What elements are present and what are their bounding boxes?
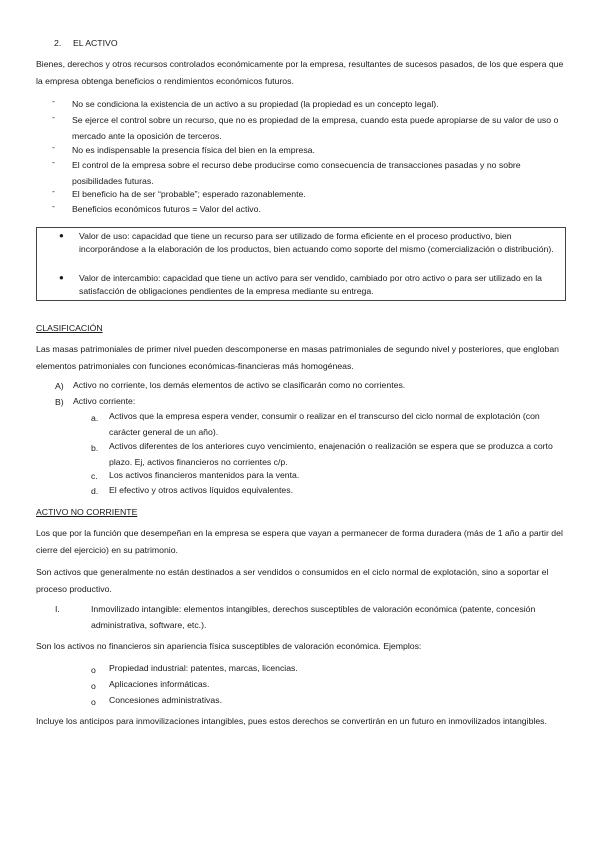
list-item-text: Beneficios económicos futuros = Valor del activo. — [72, 204, 261, 214]
circle-bullet-icon: o — [91, 681, 96, 691]
roman-label: I. — [55, 604, 60, 614]
list-item-text: Se ejerce el control sobre un recurso, que no es propiedad de la empresa, cuando esta puede apropiarse de su valor de uso o mercado ante la oposición de terceros. — [72, 115, 559, 141]
example-item: Propiedad industrial: patentes, marcas, licencias. — [109, 663, 298, 673]
non-current-heading: ACTIVO NO CORRIENTE — [36, 507, 138, 517]
subitem-text: Activos diferentes de los anteriores cuyo vencimiento, enajenación o realización se espera que se produzca a corto plazo. Ej, activos financieros no corrientes c/p. — [109, 441, 553, 467]
dash-marker: - — [52, 96, 55, 106]
example-item: Concesiones administrativas. — [109, 695, 222, 705]
circle-bullet-icon: o — [91, 697, 96, 707]
section-title: EL ACTIVO — [73, 38, 118, 48]
bullet-icon: ● — [59, 273, 64, 282]
subitem-text: Activos que la empresa espera vender, consumir o realizar en el transcurso del ciclo normal de explotación (con carácter general de un año). — [109, 411, 540, 437]
exchange-value-text: Valor de intercambio: capacidad que tiene un activo para ser vendido, cambiado por otro activo o para ser utilizado en la satisfacción de obligaciones pendientes de la empresa mediante su entrega. — [79, 273, 542, 296]
subitem-label: c. — [91, 471, 98, 481]
subitem-label: a. — [91, 413, 99, 423]
classification-paragraph: Las masas patrimoniales de primer nivel pueden descomponerse en masas patrimoniales de segundo nivel y posteriores, que engloban elementos patrimoniales con funciones económicas-financieras más homogéneas. — [36, 344, 560, 371]
dash-marker: - — [52, 157, 55, 167]
list-item-text: El control de la empresa sobre el recurso debe producirse como consecuencia de transacciones pasadas y no sobre posibilidades futuras. — [72, 160, 521, 186]
list-item-text: El beneficio ha de ser “probable”; esperado razonablemente. — [72, 189, 306, 199]
dash-marker: - — [52, 201, 55, 211]
subitem-label: b. — [91, 443, 99, 453]
value-definitions-box — [36, 227, 566, 301]
non-current-paragraph-4: Incluye los anticipos para inmovilizaciones intangibles, pues estos derechos se convertirán en un futuro en inmovilizados intangibles. — [36, 716, 547, 726]
item-label: A) — [55, 381, 64, 391]
section-number: 2. — [54, 38, 62, 48]
dash-marker: - — [52, 112, 55, 122]
subitem-text: El efectivo y otros activos líquidos equivalentes. — [109, 485, 293, 495]
list-item-text: No es indispensable la presencia física del bien en la empresa. — [72, 145, 315, 155]
subitem-label: d. — [91, 486, 99, 496]
intangible-item: Inmovilizado intangible: elementos intangibles, derechos susceptibles de valoración económica (patente, concesión administrativa, software, etc.). — [91, 604, 536, 630]
value-of-use-text: Valor de uso: capacidad que tiene un recurso para ser utilizado de forma eficiente en el proceso productivo, bien incorporándose a la elaboración de los productos, bien actuando como soporte del mismo (comercialización o distribución). — [79, 231, 554, 254]
non-current-paragraph-1: Los que por la función que desempeñan en la empresa se espera que vayan a permanecer de forma duradera (más de 1 año a partir del cierre del ejercicio) en su patrimonio. — [36, 528, 563, 555]
item-label: B) — [55, 397, 64, 407]
bullet-icon: ● — [59, 231, 64, 240]
list-item-text: No se condiciona la existencia de un activo a su propiedad (la propiedad es un concepto legal). — [72, 99, 439, 109]
non-current-paragraph-3: Son los activos no financieros sin apariencia física susceptibles de valoración económica. Ejemplos: — [36, 641, 422, 651]
subitem-text: Los activos financieros mantenidos para la venta. — [109, 470, 300, 480]
dash-marker: - — [52, 186, 55, 196]
non-current-item: Activo no corriente, los demás elementos de activo se clasificarán como no corrientes. — [73, 380, 406, 390]
non-current-paragraph-2: Son activos que generalmente no están destinados a ser vendidos o consumidos en el ciclo normal de explotación, sino a soportar el proceso productivo. — [36, 567, 549, 594]
dash-marker: - — [52, 142, 55, 152]
classification-heading: CLASIFICACIÓN — [36, 323, 103, 333]
circle-bullet-icon: o — [91, 665, 96, 675]
intro-paragraph: Bienes, derechos y otros recursos controlados económicamente por la empresa, resultantes de sucesos pasados, de los que espera que la empresa obtenga beneficios o rendimientos económicos futuros. — [36, 59, 564, 86]
current-item: Activo corriente: — [73, 396, 136, 406]
example-item: Aplicaciones informáticas. — [109, 679, 210, 689]
